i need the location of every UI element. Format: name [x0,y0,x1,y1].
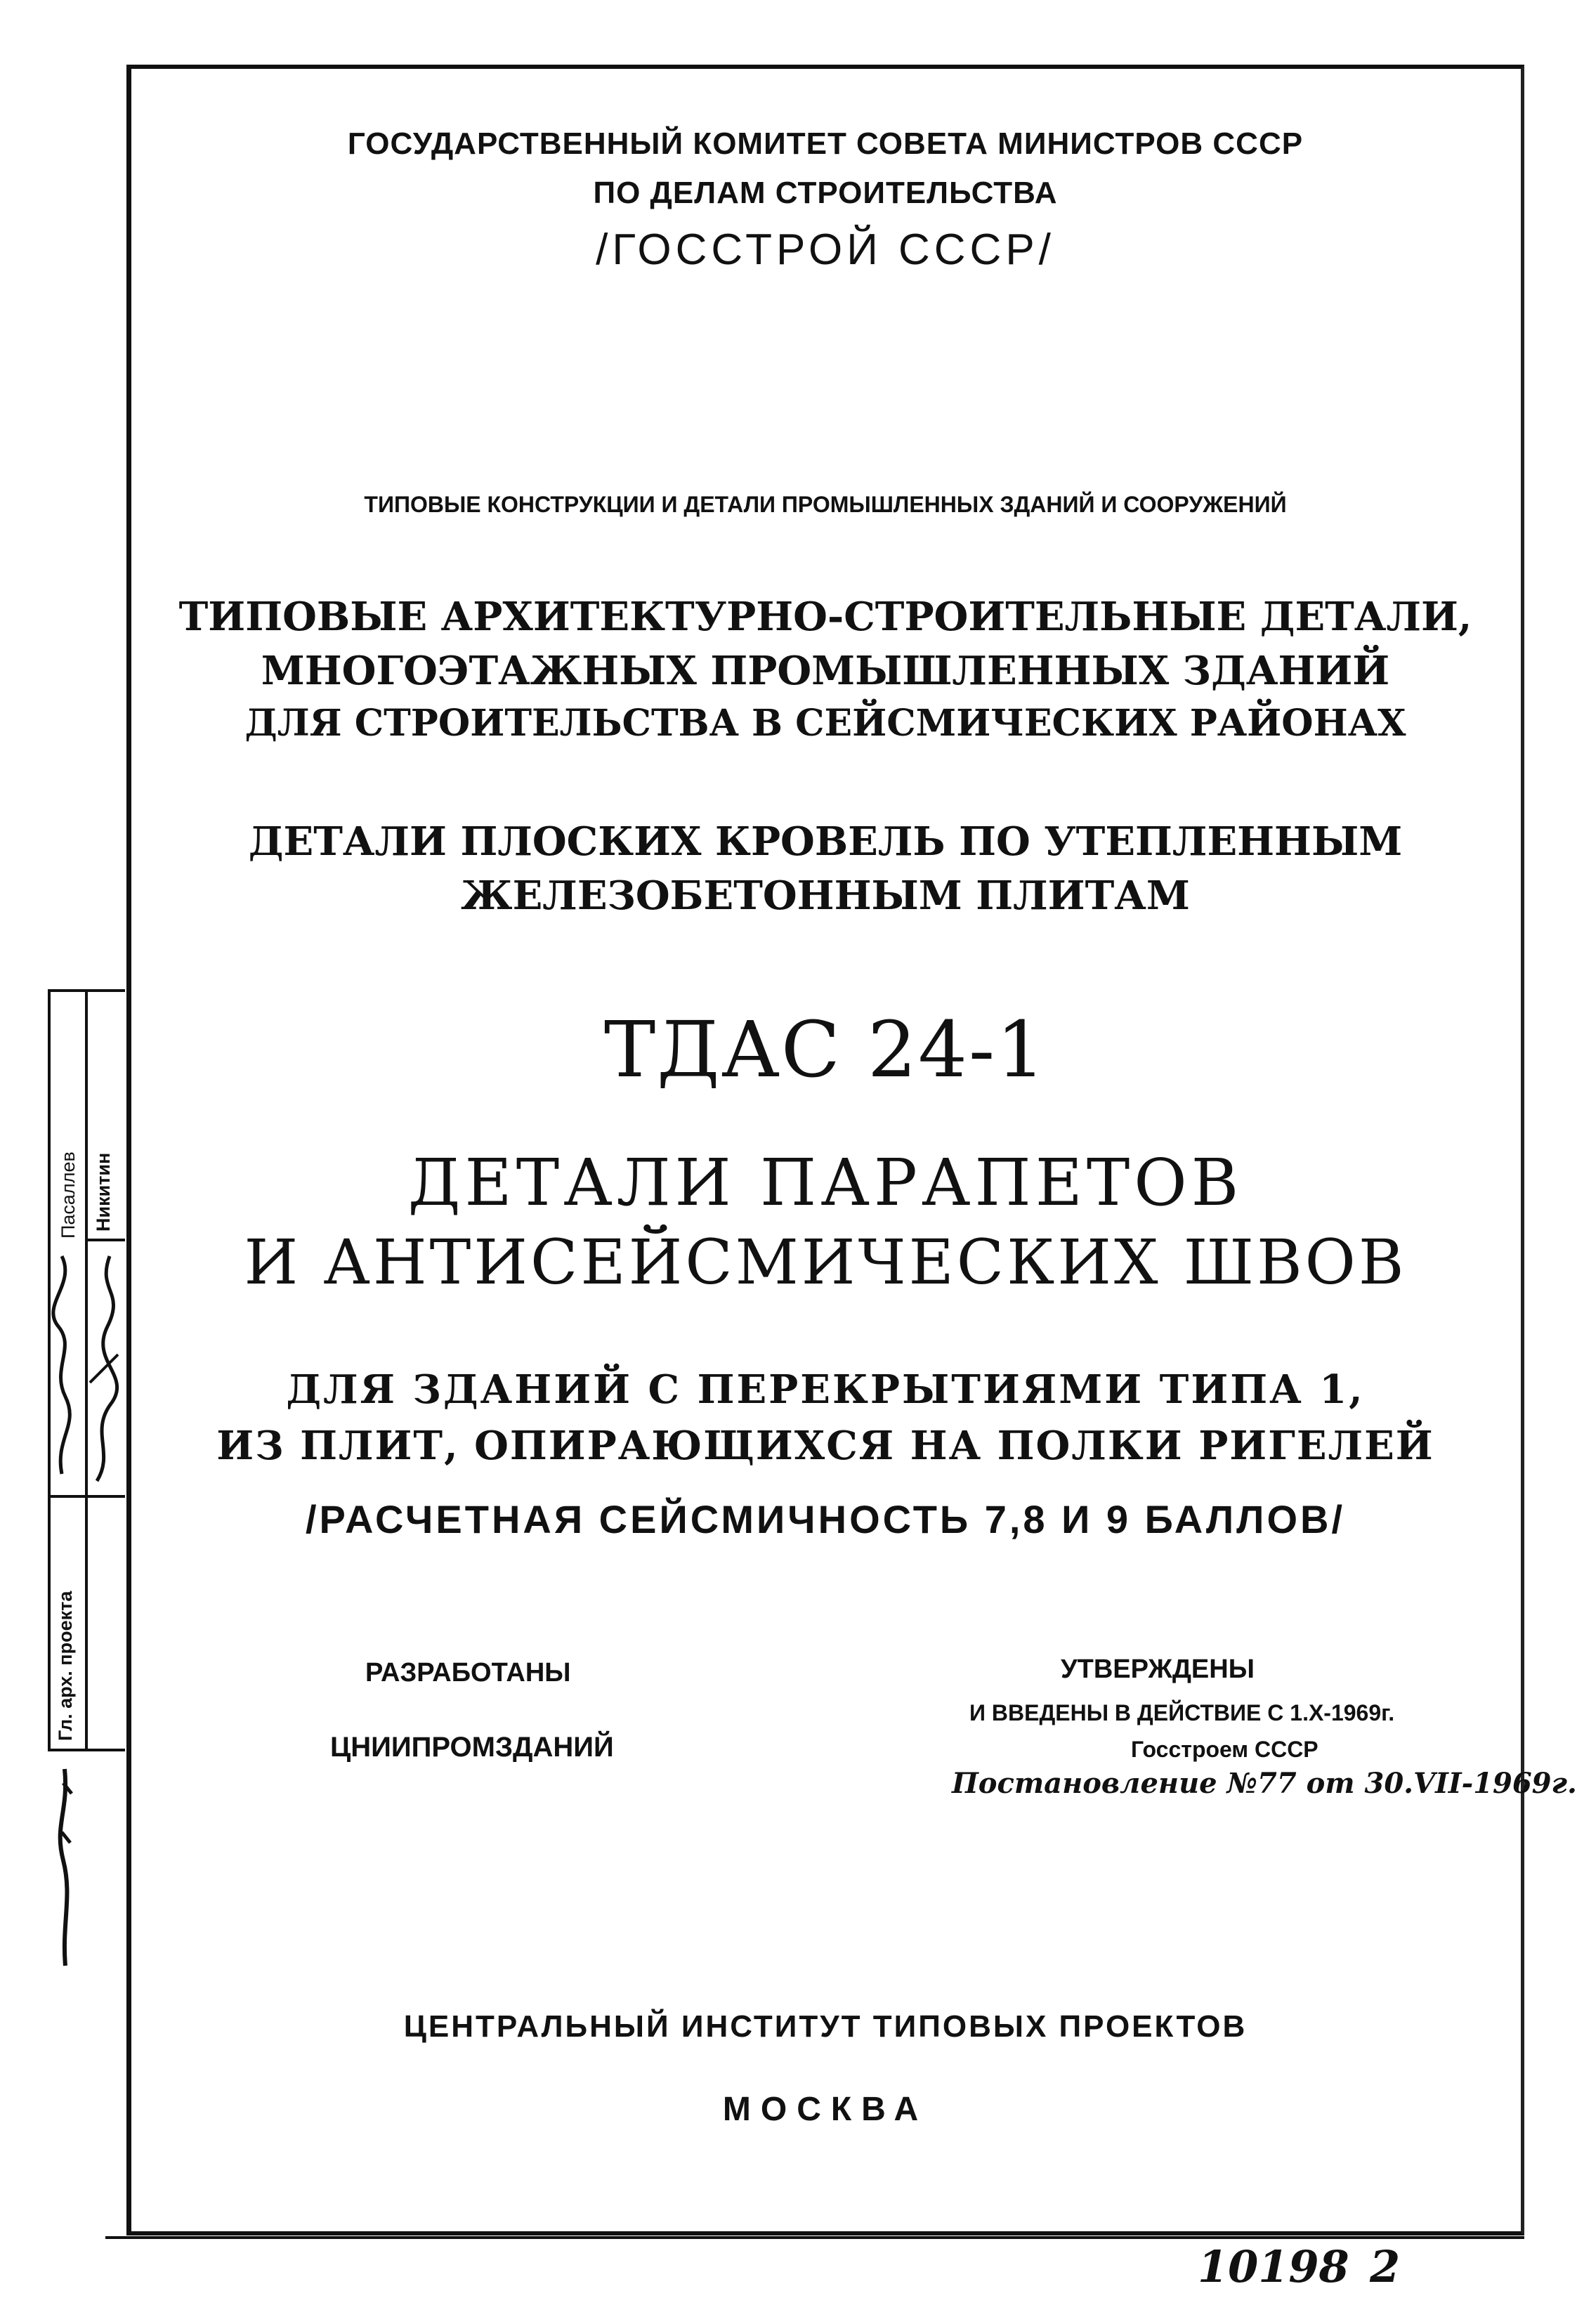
approved-decree: Постановление №77 от 30.VII-1969г. [952,1767,1577,1800]
stamp-role: Гл. арх. проекта [55,1591,76,1741]
document-code: ТДАС 24-1 [603,1005,1047,1095]
part-line2: ЖЕЛЕЗОБЕТОННЫМ ПЛИТАМ [461,873,1190,919]
stamp-row-line [85,1239,125,1241]
title-line1: ДЕТАЛИ ПАРАПЕТОВ [407,1145,1243,1220]
stamp-name1: Пасаллев [58,1151,79,1239]
stamp-lower-signature [48,1755,125,1980]
scope-line3: /РАСЧЕТНАЯ СЕЙСМИЧНОСТЬ 7,8 И 9 БАЛЛОВ/ [305,1497,1346,1541]
approved-effective: И ВВЕДЕНЫ В ДЕЙСТВИЕ С 1.X-1969г. [969,1700,1395,1725]
title-line2: И АНТИСЕЙСМИЧЕСКИХ ШВОВ [244,1226,1407,1298]
subject-line2: МНОГОЭТАЖНЫХ ПРОМЫШЛЕННЫХ ЗДАНИЙ [261,648,1390,694]
subject-line1: ТИПОВЫЕ АРХИТЕКТУРНО-СТРОИТЕЛЬНЫЕ ДЕТАЛИ, [178,594,1472,640]
publisher-city: МОСКВА [722,2091,929,2128]
part-line1: ДЕТАЛИ ПЛОСКИХ КРОВЕЛЬ ПО УТЕПЛЕННЫМ [248,818,1403,865]
stamp-name2: Никитин [93,1152,114,1232]
approval-stamp [48,989,125,1751]
scope-line2: ИЗ ПЛИТ, ОПИРАЮЩИХСЯ НА ПОЛКИ РИГЕЛЕЙ [216,1423,1434,1469]
approved-by: Госстроем СССР [1131,1737,1318,1762]
developed-label: РАЗРАБОТАНЫ [365,1658,571,1687]
sheet-suffix: 2 [1370,2241,1401,2292]
stamp-row-line [48,1495,125,1498]
developed-org: ЦНИИПРОМЗДАНИЙ [330,1732,614,1763]
subject-line3: ДЛЯ СТРОИТЕЛЬСТВА В СЕЙСМИЧЕСКИХ РАЙОНАХ [244,702,1406,745]
header-affairs: ПО ДЕЛАМ СТРОИТЕЛЬСТВА [593,176,1058,210]
approved-label: УТВЕРЖДЕНЫ [1061,1654,1255,1684]
sheet-number: 10198 [1198,2241,1349,2292]
header-gosstroy: /ГОССТРОЙ СССР/ [596,226,1055,274]
header-committee: ГОСУДАРСТВЕННЫЙ КОМИТЕТ СОВЕТА МИНИСТРОВ СССР [347,126,1304,161]
scope-line1: ДЛЯ ЗДАНИЙ С ПЕРЕКРЫТИЯМИ ТИПА 1, [286,1366,1365,1413]
series-title: ТИПОВЫЕ КОНСТРУКЦИИ И ДЕТАЛИ ПРОМЫШЛЕННЫХ ЗДАНИЙ И СООРУЖЕНИЙ [364,492,1287,517]
publisher-name: ЦЕНТРАЛЬНЫЙ ИНСТИТУТ ТИПОВЫХ ПРОЕКТОВ [403,2009,1248,2044]
bottom-rule [105,2236,1524,2239]
stamp-signatures [48,1242,125,1495]
